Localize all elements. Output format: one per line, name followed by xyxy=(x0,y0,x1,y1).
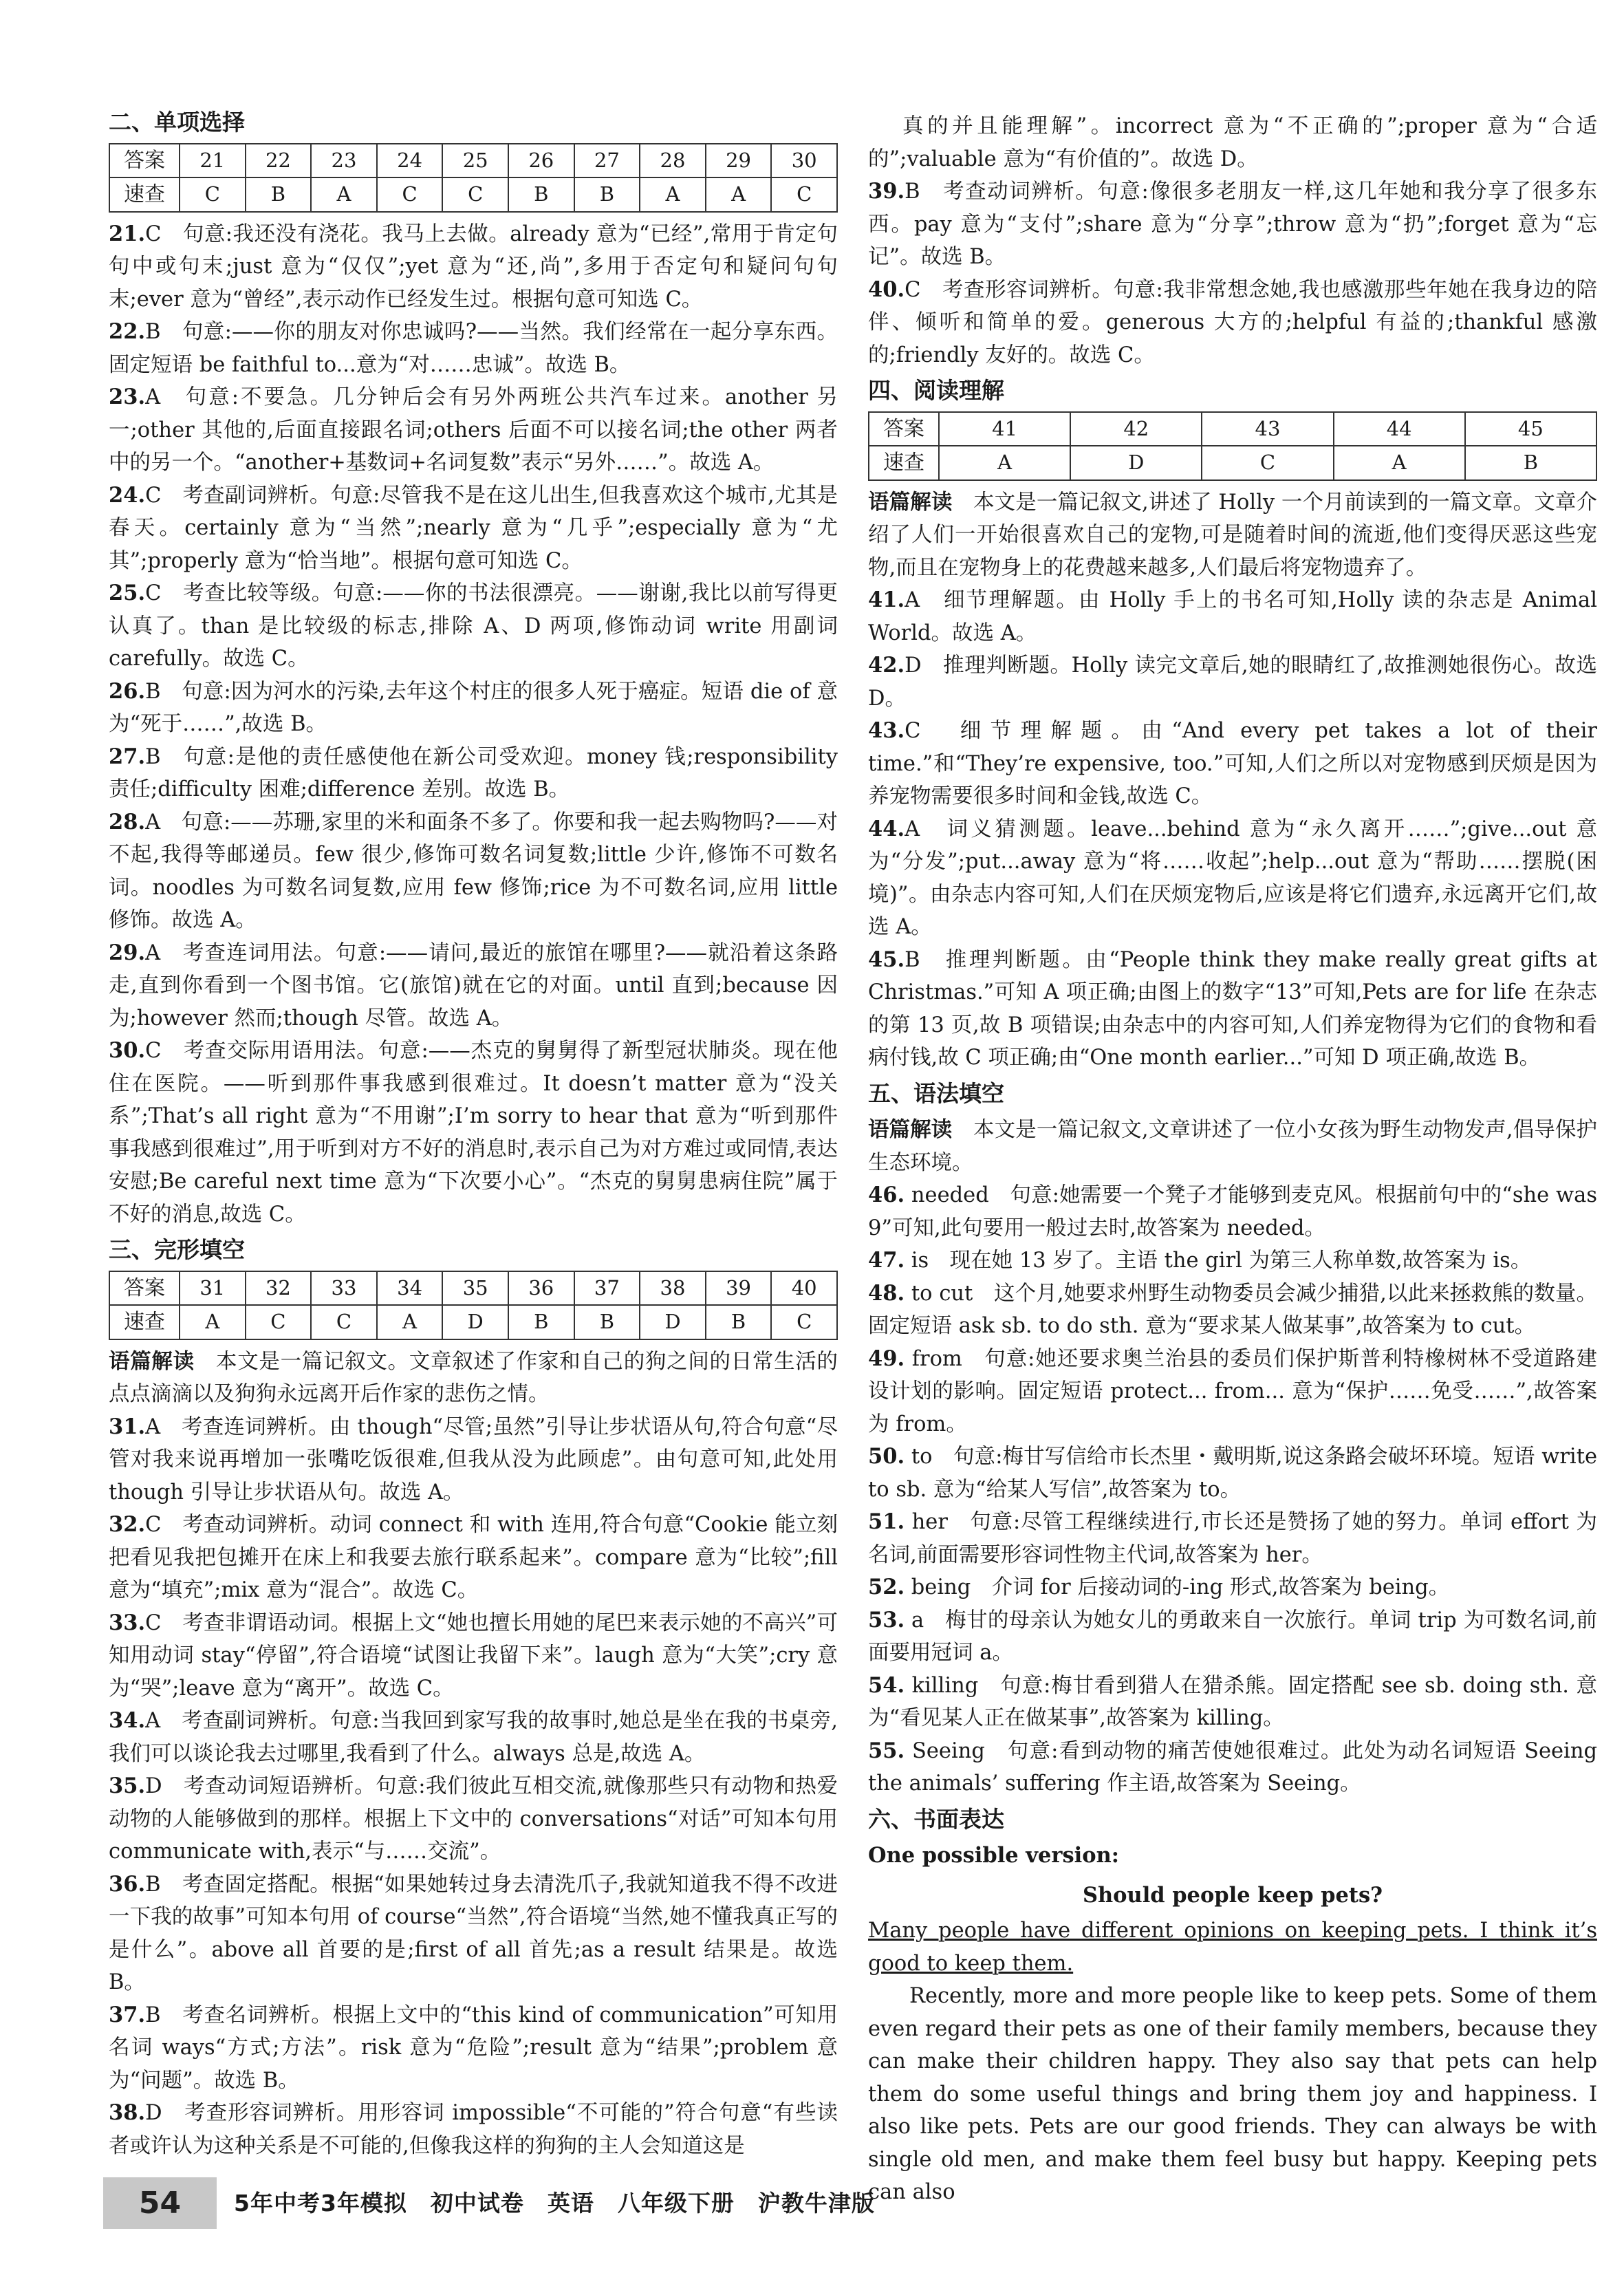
table-cell: C xyxy=(377,177,443,212)
passage-intro: 语篇解读 本文是一篇记叙文。文章叙述了作家和自己的狗之间的日常生活的点点滴滴以及狗狗永远离开后作家的悲伤之情。 xyxy=(109,1349,838,1406)
table-cell: 39 xyxy=(706,1271,772,1306)
table-cell: 21 xyxy=(180,144,246,178)
essay-paragraph: Many people have different opinions on keeping pets. I think it’s good to keep them. xyxy=(868,1919,1597,1976)
passage-intro: 语篇解读 本文是一篇记叙文,文章讲述了一位小女孩为野生动物发声,倡导保护生态环境。 xyxy=(868,1118,1598,1175)
essay-paragraph: Recently, more and more people like to keep pets. Some of them even regard their pets as one of their family members, because they can make their children happy. They also say that pets can help them do some useful things and bring them joy and happiness. I also like pets. Pets are our good friends. They can always be with single old men, and make them feel busy but happy. Keeping pets can also xyxy=(868,1984,1597,2204)
table-cell: D xyxy=(640,1305,706,1339)
table-cell: 40 xyxy=(771,1271,837,1306)
answer-item: 25.C 考查比较等级。句意:——你的书法很漂亮。——谢谢,我比以前写得更认真了。than 是比较级的标志,排除 A、D 两项,修饰动词 write 用副词 carefully。故选 C。 xyxy=(109,581,838,671)
answer-item: 23.A 句意:不要急。几分钟后会有另外两班公共汽车过来。another 另一;other 其他的,后面直接跟名词;others 后面不可以接名词;the other 两者中的另一个。“another+基数词+名词复数”表示“另外……”。故选 A。 xyxy=(109,385,838,475)
answer-item: 34.A 考查副词辨析。句意:当我回到家写我的故事时,她总是坐在我的书桌旁,我们可以谈论我去过哪里,我看到了什么。always 总是,故选 A。 xyxy=(109,1708,838,1766)
answer-item: 27.B 句意:是他的责任感使他在新公司受欢迎。money 钱;responsibility 责任;difficulty 困难;difference 差别。故选 B。 xyxy=(109,744,838,801)
answer-item: 50. to 句意:梅甘写信给市长杰里・戴明斯,说这条路会破坏环境。短语 write to sb. 意为“给某人写信”,故答案为 to。 xyxy=(868,1444,1597,1502)
table-cell: D xyxy=(1070,446,1202,480)
essay-version-label: One possible version: xyxy=(868,1843,1120,1868)
answer-table-answer-row xyxy=(109,1305,837,1339)
table-cell: A xyxy=(180,1305,246,1339)
table-cell: 速查 xyxy=(869,446,939,480)
answer-item: 49. from 句意:她还要求奥兰治县的委员们保护斯普利特橡树林不受道路建设计划的影响。固定短语 protect... from... 意为“保护……免受……”,故答案为 from。 xyxy=(868,1346,1597,1436)
series-title: 5年中考3年模拟 初中试卷 英语 八年级下册 沪教牛津版 xyxy=(234,2190,875,2217)
section-title-grammar: 五、语法填空 xyxy=(868,1079,1004,1107)
answer-table-header-row xyxy=(109,144,837,178)
answer-table-31-40 xyxy=(109,1271,838,1340)
table-cell: 29 xyxy=(706,144,772,178)
essay-title: Should people keep pets? xyxy=(1082,1882,1383,1908)
answer-item: 28.A 句意:——苏珊,家里的米和面条不多了。你要和我一起去购物吗?——对不起,我得等邮递员。few 很少,修饰可数名词复数;little 少许,修饰不可数名词。noodles 为可数名词复数,应用 few 修饰;rice 为不可数名词,应用 little 修饰。故选 A。 xyxy=(109,809,838,932)
table-cell: B xyxy=(508,1305,574,1339)
section-title-reading: 四、阅读理解 xyxy=(868,377,1004,404)
table-cell: 30 xyxy=(771,144,837,178)
table-cell: A xyxy=(377,1305,443,1339)
answer-item: 29.A 考查连词用法。句意:——请问,最近的旅馆在哪里?——就沿着这条路走,直到你看到一个图书馆。它(旅馆)就在它的对面。until 直到;because 因为;however 然而;though 尽管。故选 A。 xyxy=(109,940,838,1031)
answer-item: 24.C 考查副词辨析。句意:尽管我不是在这儿出生,但我喜欢这个城市,尤其是春天。certainly 意为“当然”;nearly 意为“几乎”;especially 意为“尤其”;properly 意为“恰当地”。根据句意可知选 C。 xyxy=(109,482,838,573)
table-cell: 31 xyxy=(180,1271,246,1306)
left-column xyxy=(109,103,838,2162)
table-cell: 44 xyxy=(1334,412,1465,446)
answer-item: 46. needed 句意:她需要一个凳子才能够到麦克风。根据前句中的“she was 9”可知,此句要用一般过去时,故答案为 needed。 xyxy=(868,1183,1597,1240)
table-cell: 42 xyxy=(1070,412,1202,446)
table-cell: 28 xyxy=(640,144,706,178)
table-cell: 41 xyxy=(939,412,1070,446)
answer-item: 45.B 推理判断题。由“People think they make really great gifts at Christmas.”可知 A 项正确;由图上的数字“13”可知,Pets are for life 在杂志的第 13 页,故 B 项错误;由杂志中的内容可知,人们养宠物得为它们的食物和看病付钱,故 C 项正确;由“One month earlier...”可知 D 项正确,故选 B。 xyxy=(868,947,1597,1070)
section-title-single-choice: 二、单项选择 xyxy=(109,109,245,136)
table-cell: B xyxy=(574,177,640,212)
answer-item: 37.B 考查名词辨析。根据上文中的“this kind of communication”可知用名词 ways“方式;方法”。risk 意为“危险”;result 意为“结果”;problem 意为“问题”。故选 B。 xyxy=(109,2002,838,2093)
table-cell: D xyxy=(442,1305,508,1339)
table-cell: 35 xyxy=(442,1271,508,1306)
table-cell: B xyxy=(1465,446,1596,480)
table-cell: B xyxy=(508,177,574,212)
table-cell: C xyxy=(311,1305,377,1339)
answer-item: 33.C 考查非谓语动词。根据上文“她也擅长用她的尾巴来表示她的不高兴”可知用动词 stay“停留”,符合语境“试图让我留下来”。laugh 意为“大笑”;cry 意为“哭”;leave 意为“离开”。故选 C。 xyxy=(109,1610,838,1701)
answer-table-header-row xyxy=(109,1271,837,1306)
answer-item: 26.B 句意:因为河水的污染,去年这个村庄的很多人死于癌症。短语 die of 意为“死于……”,故选 B。 xyxy=(109,678,838,736)
answer-item: 51. her 句意:尽管工程继续进行,市长还是赞扬了她的努力。单词 effort 为名词,前面需要形容词性物主代词,故答案为 her。 xyxy=(868,1509,1597,1567)
passage-intro: 语篇解读 本文是一篇记叙文,讲述了 Holly 一个月前读到的一篇文章。文章介绍了人们一开始很喜欢自己的宠物,可是随着时间的流逝,他们变得厌恶这些宠物,而且在宠物身上的花费越来越多,人们最后将宠物遗弃了。 xyxy=(868,490,1597,580)
answer-table-41-45 xyxy=(868,411,1597,481)
table-cell: 23 xyxy=(311,144,377,178)
table-cell: B xyxy=(574,1305,640,1339)
answer-item: 22.B 句意:——你的朋友对你忠诚吗?——当然。我们经常在一起分享东西。固定短语 be faithful to...意为“对……忠诚”。故选 B。 xyxy=(109,319,838,377)
table-cell: 速查 xyxy=(109,1305,180,1339)
table-cell: 27 xyxy=(574,144,640,178)
table-cell: A xyxy=(1334,446,1465,480)
answer-item: 30.C 考查交际用语用法。句意:——杰克的舅舅得了新型冠状肺炎。现在他住在医院。——听到那件事我感到很难过。It doesn’t matter 意为“没关系”;That’s all right 意为“不用谢”;I’m sorry to hear that 意为“听到那件事我感到很难过”,用于听到对方不好的消息时,表示自己为对方难过或同情,表达安慰;Be careful next time 意为“下次要小心”。“杰克的舅舅患病住院”属于不好的消息,故选 C。 xyxy=(109,1038,838,1227)
table-cell: 36 xyxy=(508,1271,574,1306)
table-cell: 34 xyxy=(377,1271,443,1306)
answer-item: 36.B 考查固定搭配。根据“如果她转过身去清洗爪子,我就知道我不得不改进一下我的故事”可知本句用 of course“当然”,符合语境“当然,她不懂我真正写的是什么”。above all 首要的是;first of all 首先;as a result 结果是。故选 B。 xyxy=(109,1871,838,1994)
answer-table-answer-row xyxy=(869,446,1596,480)
table-cell: 答案 xyxy=(109,1271,180,1306)
table-cell: A xyxy=(311,177,377,212)
table-cell: 45 xyxy=(1465,412,1596,446)
right-column xyxy=(868,110,1597,2209)
table-cell: 22 xyxy=(246,144,312,178)
answer-item: 31.A 考查连词辨析。由 though“尽管;虽然”引导让步状语从句,符合句意“尽管对我来说再增加一张嘴吃饭很难,但我从没为此顾虑”。由句意可知,此处用 though 引导让步状语从句。故选 A。 xyxy=(109,1414,838,1505)
answer-item: 47. is 现在她 13 岁了。主语 the girl 为第三人称单数,故答案为 is。 xyxy=(868,1248,1532,1273)
answer-item: 53. a 梅甘的母亲认为她女儿的勇敢来自一次旅行。单词 trip 为可数名词,前面要用冠词 a。 xyxy=(868,1607,1597,1665)
answer-item: 40.C 考查形容词辨析。句意:我非常想念她,我也感激那些年她在我身边的陪伴、倾听和简单的爱。generous 大方的;helpful 有益的;thankful 感激的;friendly 友好的。故选 C。 xyxy=(868,277,1597,367)
table-cell: A xyxy=(640,177,706,212)
answer-item: 21.C 句意:我还没有浇花。我马上去做。already 意为“已经”,常用于肯定句句中或句末;just 意为“仅仅”;yet 意为“还,尚”,多用于否定句和疑问句句末;ever 意为“曾经”,表示动作已经发生过。根据句意可知选 C。 xyxy=(109,221,838,312)
table-cell: 速查 xyxy=(109,177,180,212)
table-cell: 答案 xyxy=(109,144,180,178)
answer-item: 38.D 考查形容词辨析。用形容词 impossible“不可能的”符合句意“有些读者或许认为这种关系是不可能的,但像我这样的狗狗的主人会知道这是 xyxy=(109,2100,838,2158)
page-footer xyxy=(103,2177,1623,2229)
answer-item: 43.C 细节理解题。由“And every pet takes a lot of their time.”和“They’re expensive, too.”可知,人们之所以对宠物感到厌烦是因为养宠物需要很多时间和金钱,故选 C。 xyxy=(868,718,1597,808)
answer-item: 42.D 推理判断题。Holly 读完文章后,她的眼睛红了,故推测她很伤心。故选 D。 xyxy=(868,653,1597,711)
page-number: 54 xyxy=(138,2186,182,2221)
answer-item: 35.D 考查动词短语辨析。句意:我们彼此互相交流,就像那些只有动物和热爱动物的人能够做到的那样。根据上下文中的 conversations“对话”可知本句用 communicate with,表示“与……交流”。 xyxy=(109,1773,838,1864)
answer-table-answer-row xyxy=(109,177,837,212)
table-cell: C xyxy=(1202,446,1333,480)
table-cell: B xyxy=(706,1305,772,1339)
table-cell: C xyxy=(771,177,837,212)
table-cell: 32 xyxy=(246,1271,312,1306)
answer-item: 48. to cut 这个月,她要求州野生动物委员会减少捕猎,以此来拯救熊的数量。固定短语 ask sb. to do sth. 意为“要求某人做某事”,故答案为 to cut。 xyxy=(868,1280,1597,1338)
table-cell: 25 xyxy=(442,144,508,178)
answer-item: 54. killing 句意:梅甘看到猎人在猎杀熊。固定搭配 see sb. doing sth. 意为“看见某人正在做某事”,故答案为 killing。 xyxy=(868,1672,1597,1730)
table-cell: B xyxy=(246,177,312,212)
table-cell: A xyxy=(706,177,772,212)
continued-text: 真的并且能理解”。incorrect 意为“不正确的”;proper 意为“合适的”;valuable 意为“有价值的”。故选 D。 xyxy=(868,114,1597,171)
table-cell: C xyxy=(771,1305,837,1339)
answer-table-21-30 xyxy=(109,143,838,213)
table-cell: 37 xyxy=(574,1271,640,1306)
table-cell: 24 xyxy=(377,144,443,178)
section-title-writing: 六、书面表达 xyxy=(868,1805,1004,1833)
table-cell: 33 xyxy=(311,1271,377,1306)
table-cell: C xyxy=(246,1305,312,1339)
table-cell: C xyxy=(442,177,508,212)
table-cell: 26 xyxy=(508,144,574,178)
section-title-cloze: 三、完形填空 xyxy=(109,1236,245,1263)
table-cell: C xyxy=(180,177,246,212)
answer-item: 55. Seeing 句意:看到动物的痛苦使她很难过。此处为动名词短语 Seeing the animals’ suffering 作主语,故答案为 Seeing。 xyxy=(868,1738,1597,1796)
answer-item: 32.C 考查动词辨析。动词 connect 和 with 连用,符合句意“Cookie 能立刻把看见我把包摊开在床上和我要去旅行联系起来”。compare 意为“比较”;fill 意为“填充”;mix 意为“混合”。故选 C。 xyxy=(109,1512,838,1602)
table-cell: 答案 xyxy=(869,412,939,446)
answer-item: 41.A 细节理解题。由 Holly 手上的书名可知,Holly 读的杂志是 Animal World。故选 A。 xyxy=(868,587,1597,645)
answer-table-header-row xyxy=(869,412,1596,446)
answer-item: 39.B 考查动词辨析。句意:像很多老朋友一样,这几年她和我分享了很多东西。pay 意为“支付”;share 意为“分享”;throw 意为“扔”;forget 意为“忘记”。故选 B。 xyxy=(868,179,1597,269)
answer-item: 44.A 词义猜测题。leave...behind 意为“永久离开……”;give...out 意为“分发”;put...away 意为“将……收起”;help...out 意为“帮助……摆脱(困境)”。由杂志内容可知,人们在厌烦宠物后,应该是将它们遗弃,永远离开它们,故选 A。 xyxy=(868,816,1597,939)
table-cell: 38 xyxy=(640,1271,706,1306)
table-cell: A xyxy=(939,446,1070,480)
table-cell: 43 xyxy=(1202,412,1333,446)
answer-item: 52. being 介词 for 后接动词的-ing 形式,故答案为 being。 xyxy=(868,1575,1450,1599)
